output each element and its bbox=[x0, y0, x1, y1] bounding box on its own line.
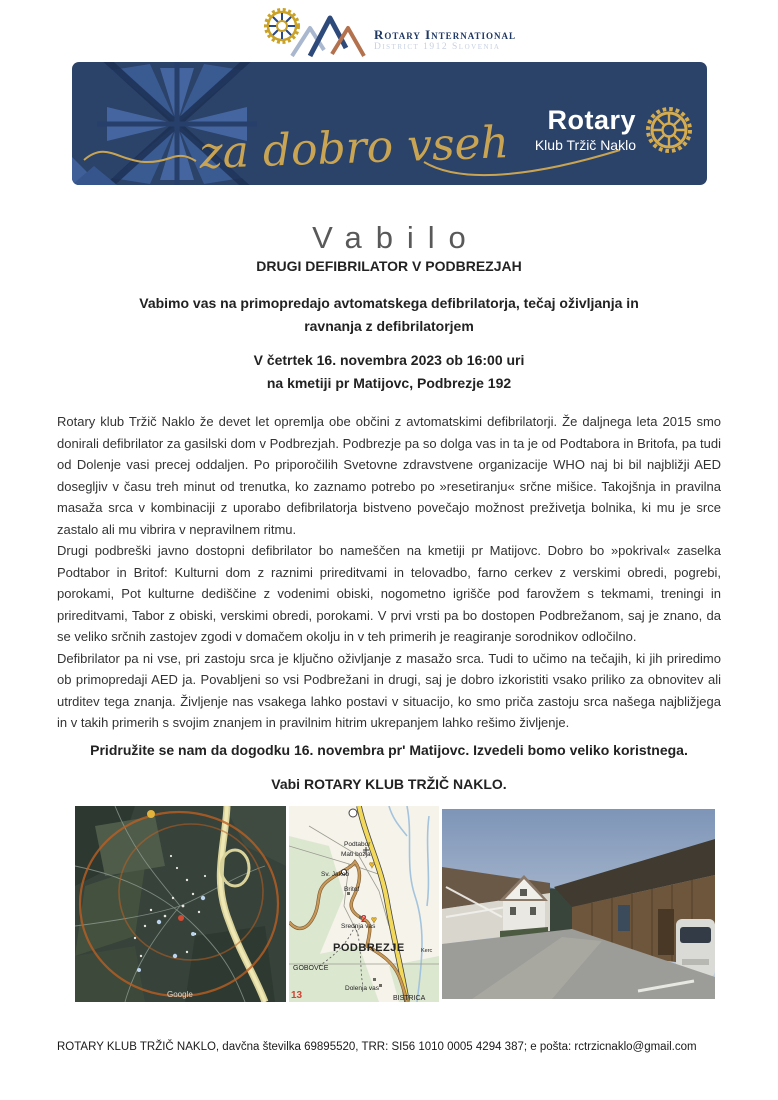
rotary-wordmark: Rotary bbox=[547, 105, 636, 135]
invitation-lead: Vabimo vas na primopredajo avtomatskega defibrilatorja, tečaj oživljanja in ravnanja z defibrilatorjem bbox=[139, 295, 639, 335]
map-label-bistrica: BISTRICA bbox=[393, 995, 426, 1002]
map-label-podtabor: Podtabor bbox=[344, 841, 371, 848]
motto-text: za dobro vseh bbox=[198, 117, 510, 179]
logo-text-block bbox=[374, 6, 516, 52]
mountains-icon bbox=[292, 18, 364, 56]
heart-marker-icon: ♥ bbox=[369, 860, 375, 871]
banner-brand bbox=[535, 104, 695, 156]
paragraph-1: Rotary klub Tržič Naklo že devet let opremlja obe občini z avtomatskimi defibrilatorji. Že daljnega leta 2015 smo donirali defibrilator za gasilski dom v Podbrezjah. Podbrezje pa so dolga vas in ta je od Podtabora in Britofa, pa tudi od Dolenje vasi precej oddaljen. Po priporočilih Svetovne zdravstvene organizacije WHO naj bi bil najbližji AED dosegljiv v času treh minut od trenutka, ko zaznamo potrebo po »resetiranju« srčne mišice. Takojšnja in pravilna masaža srca v kombinaciji z uporabo defibrilatorja bistveno povečajo možnost preživetja bolnika, ki mu je srce zastalo ali mu vibrira v nepravilnem ritmu. bbox=[57, 414, 721, 537]
sheet-number-label: 13 bbox=[291, 990, 303, 1001]
club-name: Klub Tržič Naklo bbox=[534, 137, 636, 153]
club-banner bbox=[72, 62, 707, 185]
satellite-map-image bbox=[75, 806, 286, 1002]
brand-text-block bbox=[535, 107, 636, 153]
cta-line: Pridružite se nam da dogodku 16. novembra pr' Matijovc. Izvedeli bomo veliko koristnega. bbox=[90, 742, 688, 758]
images-row bbox=[75, 806, 715, 1002]
map-label-kerc: Kerc bbox=[421, 948, 433, 954]
heart-marker-icon: ♥ bbox=[371, 915, 377, 926]
farm-photo-image bbox=[442, 809, 715, 999]
rotary-district-logo-icon bbox=[262, 6, 372, 62]
page-title: Vabilo bbox=[312, 220, 480, 255]
map-label-svjakob: Sv. Jakob bbox=[321, 871, 350, 878]
site-number-label: 2 bbox=[361, 914, 367, 925]
map-label-dolenjavas: Dolenja vas bbox=[345, 985, 379, 992]
paragraph-3: Defibrilator pa ni vse, pri zastoju srca je ključno oživljanje z masažo srca. Tudi to učimo na tečajih, ki jih priredimo ob primopredaji AED ja. Povabljeni so vsi Podbrežani in drugi, saj je dobro izkoristiti vsako priliko za obnovitev ali utrditev tega znanja. Življenje nas vsakega lahko postavi v situacijo, ko smo priča zastoju srca našega najbližjega in v takih primerih s svojim znanjem in pravilnim hitrim ukrepanjem lahko rešimo življenje. bbox=[57, 650, 721, 730]
event-location: na kmetiji pr Matijovc, Podbrezje 192 bbox=[266, 375, 512, 391]
org-name: Rotary International bbox=[373, 27, 517, 42]
barn-sign bbox=[618, 905, 630, 931]
map-pin-icon bbox=[178, 915, 184, 921]
map-label-srednjavas: Srednja vas bbox=[341, 923, 376, 930]
district-name: District 1912 Slovenia bbox=[373, 42, 501, 53]
paragraph-2: Drugi podbreški javno dostopni defibrilator bo nameščen na kmetiji pr Matijovc. Dobro bo »pokrival« zaselka Podtabor in Britof: Kulturni dom z raznimi prireditvami in telovadbo, farno cerkev z verskimi obredi, pogrebi, porokami, Pot kulturne dediščine z vodenimi obiski, nogometno igrišče pod farovžem s tekmami, treningi in prireditvami, Tabor z obiski, verskimi obredi, porokami. V prvi vrsti pa bo dostopen Podbrežanom, saj je znano, da se veliko srčnih zastojev zgodi v domačem okolju in v teh primerih je reagiranje sorodnikov odločilno. bbox=[57, 543, 721, 644]
map-pin-top-icon bbox=[147, 810, 155, 818]
header-logo bbox=[0, 6, 778, 62]
cta-signature: Vabi ROTARY KLUB TRŽIČ NAKLO. bbox=[271, 776, 507, 792]
body-text bbox=[57, 411, 721, 734]
page-subtitle: DRUGI DEFIBRILATOR V PODBREZJAH bbox=[256, 258, 522, 274]
google-watermark: Google bbox=[167, 990, 193, 999]
rotary-wheel-icon bbox=[265, 10, 298, 43]
rotary-wheel-gold-icon bbox=[643, 104, 695, 156]
footer-contact: ROTARY KLUB TRŽIČ NAKLO, davčna številka 69895520, TRR: SI56 1010 0005 4294 387; e pošta: rctrzicnaklo@gmail.com bbox=[57, 1041, 697, 1053]
map-label-podbrezje: PODBREZJE bbox=[333, 942, 405, 954]
map-label-britof: Britof bbox=[344, 886, 360, 893]
map-label-gobovce: GOBOVCE bbox=[293, 965, 329, 972]
event-datetime: V četrtek 16. novembra 2023 ob 16:00 uri bbox=[253, 352, 525, 368]
map-label-matibozja: Mati božja bbox=[341, 851, 371, 858]
topo-map-image bbox=[289, 806, 439, 1002]
